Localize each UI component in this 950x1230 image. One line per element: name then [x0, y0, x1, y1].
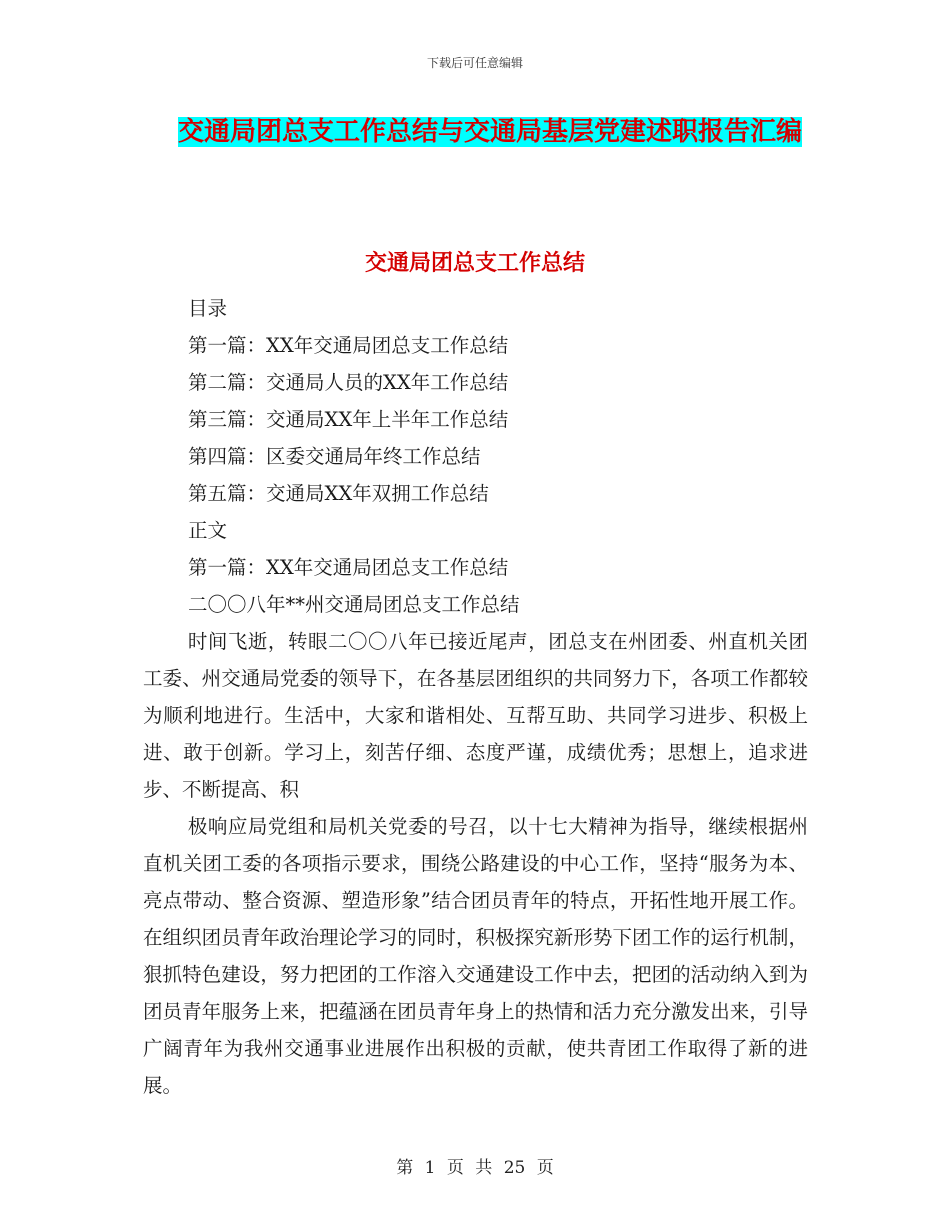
document-title — [160, 110, 820, 154]
chapter-title: 第一篇：XX年交通局团总支工作总结 — [188, 556, 509, 579]
toc-item-3: 第三篇：交通局XX年上半年工作总结 — [188, 408, 509, 431]
document-body — [143, 290, 808, 1104]
toc-item-5: 第五篇：交通局XX年双拥工作总结 — [188, 482, 489, 505]
page-footer: 第 1 页 共 25 页 — [396, 1158, 554, 1178]
toc-item-2: 第二篇：交通局人员的XX年工作总结 — [188, 371, 509, 394]
toc-item-1: 第一篇：XX年交通局团总支工作总结 — [188, 334, 509, 357]
toc-heading: 目录 — [188, 297, 228, 320]
chapter-subtitle: 二〇〇八年**州交通局团总支工作总结 — [188, 593, 520, 616]
document-title-text: 交通局团总支工作总结与交通局基层党建述职报告汇编 — [177, 117, 802, 147]
section-title: 交通局团总支工作总结 — [364, 251, 585, 276]
body-heading: 正文 — [188, 519, 228, 542]
toc-item-4: 第四篇：区委交通局年终工作总结 — [188, 445, 481, 468]
header-note: 下载后可任意编辑 — [426, 56, 523, 70]
paragraph-1: 时间飞逝，转眼二〇〇八年已接近尾声，团总支在州团委、州直机关团工委、州交通局党委的领导下，在各基层团组织的共同努力下，各项工作都较为顺利地进行。生活中，大家和谐相处、互帮互助、共同学习进步、积极上进、敢于创新。学习上，刻苦仔细、态度严谨，成绩优秀；思想上，追求进步、不断提高、积 — [143, 630, 808, 801]
paragraph-2: 极响应局党组和局机关党委的号召，以十七大精神为指导，继续根据州直机关团工委的各项指示要求，围绕公路建设的中心工作，坚持“服务为本、亮点带动、整合资源、塑造形象”结合团员青年的特点，开拓性地开展工作。在组织团员青年政治理论学习的同时，积极探究新形势下团工作的运行机制，狠抓特色建设，努力把团的工作溶入交通建设工作中去，把团的活动纳入到为团员青年服务上来，把蕴涵在团员青年身上的热情和活力充分激发出来，引导广阔青年为我州交通事业进展作出积极的贡献，使共青团工作取得了新的进展。 — [143, 815, 808, 1097]
